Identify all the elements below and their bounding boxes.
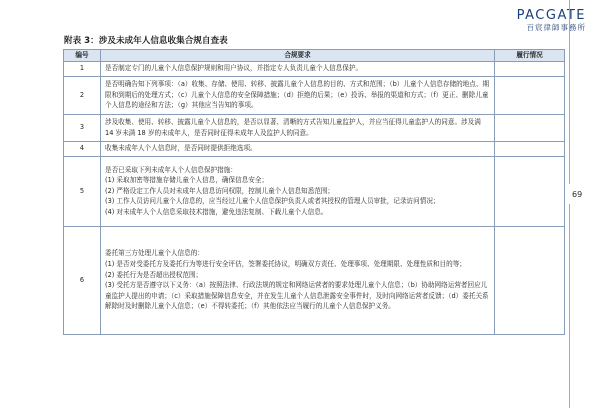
table-row [64,141,565,156]
requirement-line: (3) 受托方是否遵守以下义务：（a）按照法律、行政法规的规定和网络运营者的要求处理儿童个人信息；（b）协助网络运营者回应儿童监护人提出的申请；（c）采取措施保障信息安全，并在发生儿童个人信息泄露安全事件时，及时向网络运营者反馈；（d）委托关系解除时及时删除儿童个人信息；（e）不得转委托；（f）其他依法应当履行的儿童个人信息保护义务。 [105,281,489,311]
page-edge-line [569,204,570,408]
page-edge-line [569,0,570,184]
requirement-line: 是否制定专门的儿童个人信息保护规则和用户协议，并指定专人负责儿童个人信息保护。 [105,64,363,73]
table-title: 附表 3：涉及未成年人信息收集合规自查表 [64,36,228,46]
requirement-line: (4) 对未成年人个人信息采取技术措施，避免违法复制、下载儿童个人信息。 [105,207,328,216]
row-requirement [101,61,495,76]
header-requirement: 合规要求 [101,50,495,62]
status-cell[interactable] [495,61,565,76]
status-cell[interactable] [495,114,565,141]
requirement-line: 收集未成年人个人信息时，是否同时提供拒绝选项。 [105,144,257,153]
header-status: 履行情况 [495,50,565,62]
status-cell[interactable] [495,156,565,226]
row-requirement [101,114,495,141]
status-cell[interactable] [495,76,565,114]
table-row [64,61,565,76]
page-number: 69 [572,190,583,199]
row-number: 4 [64,141,101,156]
requirement-line: (2) 委托行为是否超出授权范围； [105,270,203,279]
status-cell[interactable] [495,226,565,334]
logo-firm-name: 百宸律師事務所 [526,23,586,32]
compliance-checklist-table [63,49,565,335]
requirement-line: (3) 工作人员访问儿童个人信息的，应当经过儿童个人信息保护负责人或者其授权的管理人员审批，记录访问情况； [105,197,440,206]
requirement-line: 涉及收集、使用、转移、披露儿童个人信息的，是否以显著、清晰的方式告知儿童监护人，并应当征得儿童监护人的同意。涉及满 14 岁未满 18 岁的未成年人，是否同时征得未成年人及监护人的同意。 [105,118,481,137]
logo-brand: PACGATE [516,8,586,23]
table-row [64,114,565,141]
row-number: 1 [64,61,101,76]
row-requirement [101,226,495,334]
status-cell[interactable] [495,141,565,156]
row-number: 3 [64,114,101,141]
row-number: 5 [64,156,101,226]
requirement-line: (2) 严格设定工作人员对未成年人信息访问权限，控制儿童个人信息知悉范围； [105,186,335,195]
table-row [64,226,565,334]
header-number: 编号 [64,50,101,62]
row-number: 2 [64,76,101,114]
requirement-line: (1) 采取加密等措施存储儿童个人信息，确保信息安全； [105,176,269,185]
row-requirement [101,141,495,156]
row-requirement [101,156,495,226]
table-header-row [64,50,565,62]
requirement-line: 是否已采取下列未成年人个人信息保护措施： [105,165,237,174]
row-requirement [101,76,495,114]
table-row [64,76,565,114]
requirement-line: 是否明确告知下列事项：（a）收集、存储、使用、转移、披露儿童个人信息的目的、方式和范围；（b）儿童个人信息存储的地点、期限和到期后的处理方式；（c）儿童个人信息的安全保障措施；（d）拒绝的后果；（e）投诉、举报的渠道和方式；（f）更正、删除儿童个人信息的途径和方法；（g）其他应当告知的事项。 [105,80,490,110]
requirement-line: (1) 是否对受委托方及委托行为等进行安全评估，签署委托协议，明确双方责任、处理事项、处理期限、处理性质和目的等； [105,259,466,268]
requirement-line: 委托第三方处理儿童个人信息的： [105,249,204,258]
logo [517,9,586,33]
row-number: 6 [64,226,101,334]
table-row [64,156,565,226]
